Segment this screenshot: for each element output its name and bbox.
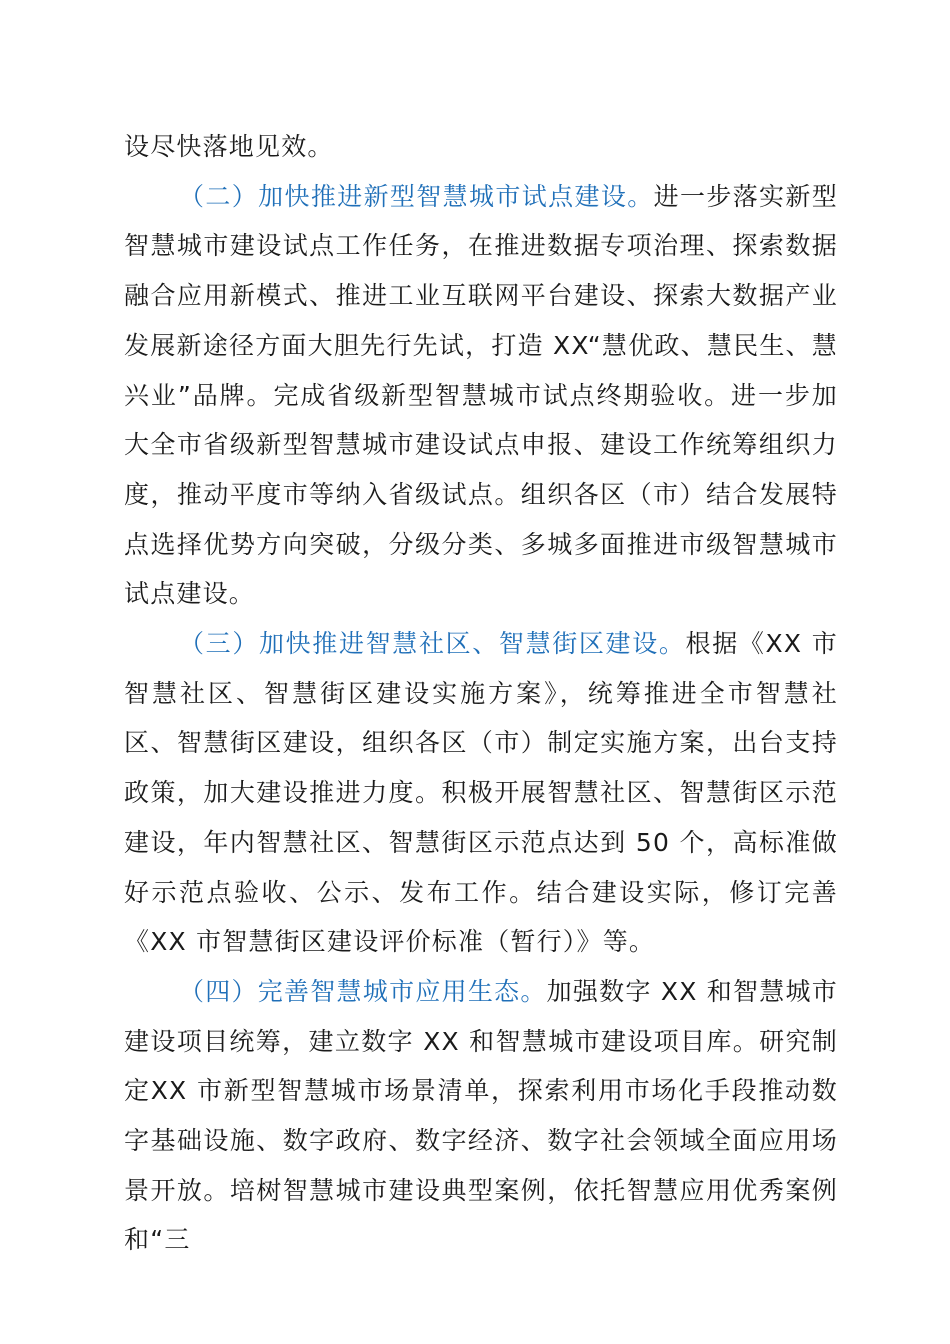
section-heading-2: （二）加快推进新型智慧城市试点建设。 [179,181,654,211]
section-heading-3: （三）加快推进智慧社区、智慧街区建设。 [179,629,686,659]
document-body [124,122,838,1265]
paragraph-section-4 [124,967,838,1265]
paragraph-text: 加强数字 XX 和智慧城市建设项目统筹，建立数字 XX 和智慧城市建设项目库。研究制定XX 市新型智慧城市场景清单，探索利用市场化手段推动数字基础设施、数字政府、数字经济、数字社会领域全面应用场景开放。培树智慧城市建设典型案例，依托智慧应用优秀案例和“三 [124,976,838,1255]
section-heading-4: （四）完善智慧城市应用生态。 [179,976,547,1006]
paragraph-section-2 [124,172,838,619]
paragraph-text: 根据《XX 市智慧社区、智慧街区建设实施方案》，统筹推进全市智慧社区、智慧街区建设，组织各区（市）制定实施方案，出台支持政策，加大建设推进力度。积极开展智慧社区、智慧街区示范建设，年内智慧社区、智慧街区示范点达到 50 个，高标准做好示范点验收、公示、发布工作。结合建设实际，修订完善《XX 市智慧街区建设评价标准（暂行）》等。 [124,629,838,957]
paragraph-text: 设尽快落地见效。 [124,132,334,161]
paragraph-section-3 [124,619,838,967]
paragraph-text: 进一步落实新型智慧城市建设试点工作任务，在推进数据专项治理、探索数据融合应用新模式、推进工业互联网平台建设、探索大数据产业发展新途径方面大胆先行先试，打造 XX“慧优政、慧民生、慧兴业”品牌。完成省级新型智慧城市试点终期验收。进一步加大全市省级新型智慧城市建设试点申报、建设工作统筹组织力度，推动平度市等纳入省级试点。组织各区（市）结合发展特点选择优势方向突破，分级分类、多城多面推进市级智慧城市试点建设。 [124,181,838,609]
paragraph-continuation [124,122,838,172]
